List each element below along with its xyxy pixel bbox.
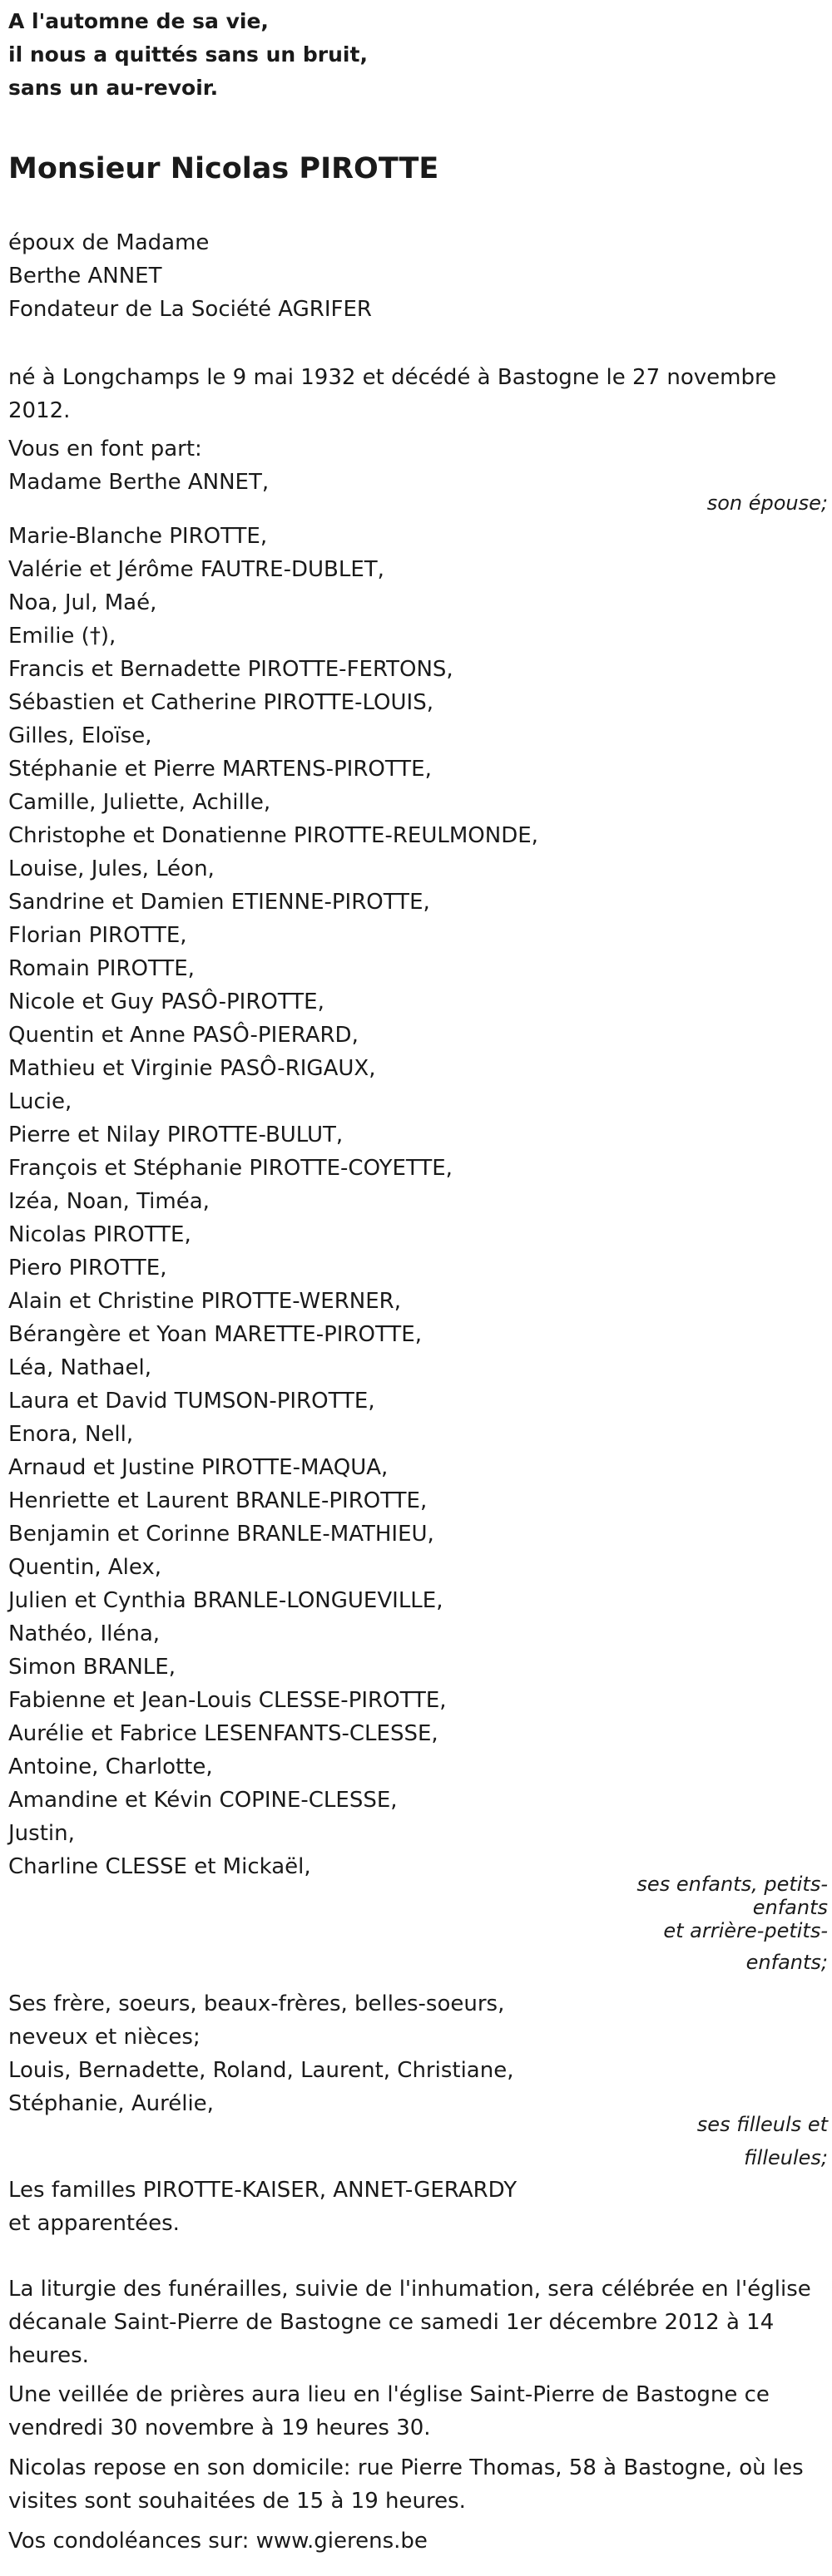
family-member-line: Mathieu et Virginie PASÔ-RIGAUX, bbox=[8, 1056, 376, 1081]
condolences: Vos condoléances sur: www.gierens.be bbox=[8, 2529, 428, 2554]
rest-info bbox=[8, 2451, 828, 2518]
family-member-line: Laura et David TUMSON-PIROTTE, bbox=[8, 1389, 375, 1414]
birth-death: né à Longchamps le 9 mai 1932 et décédé à Bastogne le 27 novembre 2012. bbox=[8, 365, 777, 423]
siblings bbox=[8, 1987, 828, 2120]
intro-line: époux de Madame bbox=[8, 230, 210, 255]
family-member-line: Quentin et Anne PASÔ-PIERARD, bbox=[8, 1023, 359, 1048]
epigraph-line: A l'automne de sa vie, bbox=[8, 9, 269, 33]
family-member-line: Francis et Bernadette PIROTTE-FERTONS, bbox=[8, 657, 453, 682]
family-member-line: Justin, bbox=[8, 1821, 75, 1846]
family-member-line: Bérangère et Yoan MARETTE-PIROTTE, bbox=[8, 1322, 422, 1347]
family-member-line: Nathéo, Iléna, bbox=[8, 1621, 161, 1646]
families bbox=[8, 2174, 828, 2240]
intro-line: Fondateur de La Société AGRIFER bbox=[8, 297, 372, 322]
family-member-line: Quentin, Alex, bbox=[8, 1555, 162, 1580]
family-member-line: Sébastien et Catherine PIROTTE-LOUIS, bbox=[8, 690, 433, 715]
family-member-line: Henriette et Laurent BRANLE-PIROTTE, bbox=[8, 1488, 428, 1513]
role-line: ses filleuls et bbox=[696, 2113, 828, 2136]
family-member-line: Benjamin et Corinne BRANLE-MATHIEU, bbox=[8, 1522, 434, 1547]
family-member-line: Antoine, Charlotte, bbox=[8, 1754, 213, 1779]
godchildren-role bbox=[8, 2108, 832, 2174]
liturgy-line: décanale Saint-Pierre de Bastogne ce samedi 1er décembre 2012 à 14 bbox=[8, 2310, 775, 2335]
vigil bbox=[8, 2378, 828, 2445]
announce: Vous en font part: bbox=[8, 437, 202, 461]
family-member-line: Izéa, Noan, Timéa, bbox=[8, 1189, 210, 1214]
role-line: et arrière-petits- bbox=[663, 1919, 828, 1942]
family-member-line: Romain PIROTTE, bbox=[8, 956, 195, 981]
role-line: ses enfants, petits- bbox=[636, 1873, 828, 1896]
family-member-line: Simon BRANLE, bbox=[8, 1655, 176, 1680]
family-member-line: Alain et Christine PIROTTE-WERNER, bbox=[8, 1289, 401, 1314]
family-list bbox=[8, 520, 828, 1883]
family-member-line: Amandine et Kévin COPINE-CLESSE, bbox=[8, 1788, 398, 1813]
family-member-line: Christophe et Donatienne PIROTTE-REULMONDE, bbox=[8, 823, 538, 848]
vigil-line: vendredi 30 novembre à 19 heures 30. bbox=[8, 2416, 431, 2440]
liturgy bbox=[8, 2273, 828, 2372]
family-member-line: Fabienne et Jean-Louis CLESSE-PIROTTE, bbox=[8, 1688, 447, 1713]
liturgy-line: La liturgie des funérailles, suivie de l'inhumation, sera célébrée en l'église bbox=[8, 2277, 811, 2302]
epigraph bbox=[8, 5, 828, 105]
role-line: enfants; bbox=[745, 1951, 828, 1974]
family-member-line: Emilie (†), bbox=[8, 624, 116, 649]
family-member-line: Camille, Juliette, Achille, bbox=[8, 790, 271, 815]
family-member-line: Sandrine et Damien ETIENNE-PIROTTE, bbox=[8, 890, 430, 915]
family-member-line: Stéphanie et Pierre MARTENS-PIROTTE, bbox=[8, 757, 432, 782]
family-member-line: Piero PIROTTE, bbox=[8, 1256, 167, 1281]
family-member-line: Léa, Nathael, bbox=[8, 1355, 151, 1380]
family-member-line: Nicole et Guy PASÔ-PIROTTE, bbox=[8, 989, 324, 1014]
family-member-line: Charline CLESSE et Mickaël, bbox=[8, 1854, 311, 1879]
intro bbox=[8, 226, 828, 326]
family-member-line: Enora, Nell, bbox=[8, 1422, 134, 1447]
role-line: filleules; bbox=[744, 2146, 828, 2169]
family-member-line: Arnaud et Justine PIROTTE-MAQUA, bbox=[8, 1455, 389, 1480]
family-member-line: François et Stéphanie PIROTTE-COYETTE, bbox=[8, 1156, 453, 1181]
family-member-line: Louise, Jules, Léon, bbox=[8, 856, 215, 881]
intro-line: Berthe ANNET bbox=[8, 264, 162, 289]
rest-line: visites sont souhaitées de 15 à 19 heures. bbox=[8, 2489, 466, 2514]
spouse-role: son épouse; bbox=[706, 491, 828, 515]
epigraph-line: sans un au-revoir. bbox=[8, 76, 219, 100]
spouse: Madame Berthe ANNET, bbox=[8, 470, 270, 495]
family-member-line: Lucie, bbox=[8, 1089, 72, 1114]
family-member-line: Valérie et Jérôme FAUTRE-DUBLET, bbox=[8, 557, 384, 582]
families-line: et apparentées. bbox=[8, 2211, 180, 2236]
family-member-line: Nicolas PIROTTE, bbox=[8, 1222, 191, 1247]
siblings-line: Stéphanie, Aurélie, bbox=[8, 2091, 214, 2116]
liturgy-line: heures. bbox=[8, 2343, 89, 2368]
siblings-line: Louis, Bernadette, Roland, Laurent, Christiane, bbox=[8, 2058, 514, 2083]
family-member-line: Marie-Blanche PIROTTE, bbox=[8, 524, 268, 549]
family-member-line: Pierre et Nilay PIROTTE-BULUT, bbox=[8, 1123, 344, 1147]
siblings-line: Ses frère, soeurs, beaux-frères, belles-soeurs, bbox=[8, 1991, 505, 2016]
siblings-line: neveux et nièces; bbox=[8, 2025, 201, 2050]
family-member-line: Noa, Jul, Maé, bbox=[8, 590, 157, 615]
rest-line: Nicolas repose en son domicile: rue Pierre Thomas, 58 à Bastogne, où les bbox=[8, 2455, 804, 2480]
epigraph-line: il nous a quittés sans un bruit, bbox=[8, 42, 368, 67]
family-member-line: Aurélie et Fabrice LESENFANTS-CLESSE, bbox=[8, 1721, 438, 1746]
children-role bbox=[8, 1868, 832, 1979]
deceased-name: Monsieur Nicolas PIROTTE bbox=[8, 152, 439, 185]
role-line: enfants bbox=[752, 1896, 828, 1919]
vigil-line: Une veillée de prières aura lieu en l'église Saint-Pierre de Bastogne ce bbox=[8, 2382, 770, 2407]
family-member-line: Gilles, Eloïse, bbox=[8, 723, 152, 748]
families-line: Les familles PIROTTE-KAISER, ANNET-GERARDY bbox=[8, 2178, 518, 2203]
family-member-line: Julien et Cynthia BRANLE-LONGUEVILLE, bbox=[8, 1588, 443, 1613]
family-member-line: Florian PIROTTE, bbox=[8, 923, 187, 948]
